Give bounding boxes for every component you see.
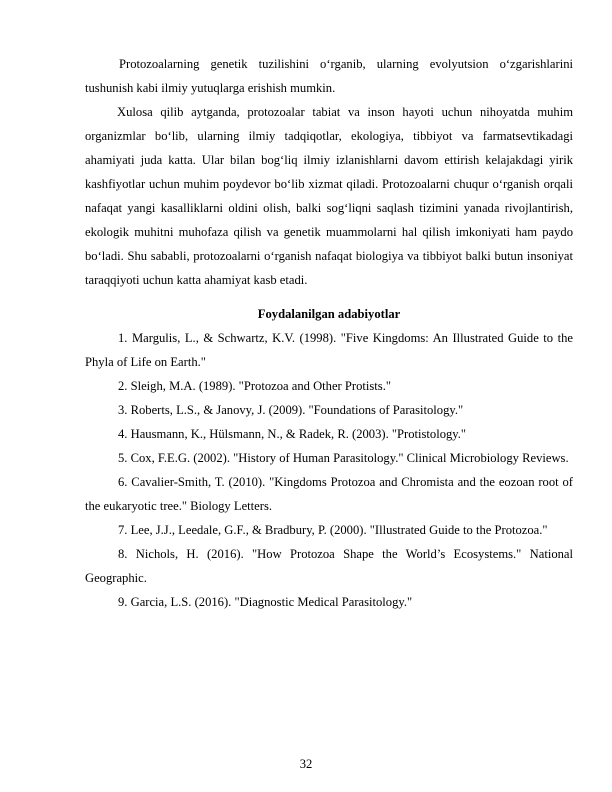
reference-item: 9. Garcia, L.S. (2016). "Diagnostic Medical Parasitology.": [118, 595, 413, 609]
reference-item: 5. Cox, F.E.G. (2002). "History of Human Parasitology." Clinical Microbiology Reviews.: [118, 451, 569, 465]
reference-item: 3. Roberts, L.S., & Janovy, J. (2009). "Foundations of Parasitology.": [118, 403, 464, 417]
body-paragraph-1: Protozoalarning genetik tuzilishini o‘rganib, ularning evolyutsion o‘zgarishlarini tushunish kabi ilmiy yutuqlarga erishish mumkin.: [85, 57, 573, 95]
references-list: [85, 326, 573, 614]
references-heading: Foydalanilgan adabiyotlar: [257, 307, 401, 321]
reference-item: 1. Margulis, L., & Schwartz, K.V. (1998). "Five Kingdoms: An Illustrated Guide to the Phyla of Life on Earth.": [85, 331, 573, 369]
page-number: 32: [299, 757, 313, 771]
reference-item: 2. Sleigh, M.A. (1989). "Protozoa and Other Protists.": [118, 379, 391, 393]
reference-item: 4. Hausmann, K., Hülsmann, N., & Radek, R. (2003). "Protistology.": [118, 427, 467, 441]
document-page: [85, 52, 573, 614]
reference-item: 8. Nichols, H. (2016). "How Protozoa Shape the World’s Ecosystems." National Geographic.: [85, 547, 573, 585]
reference-item: 6. Cavalier-Smith, T. (2010). "Kingdoms Protozoa and Chromista and the eozoan root of the eukaryotic tree." Biology Letters.: [85, 475, 573, 513]
reference-item: 7. Lee, J.J., Leedale, G.F., & Bradbury, P. (2000). "Illustrated Guide to the Protozoa.": [118, 523, 548, 537]
body-paragraph-conclusion: Xulosa qilib aytganda, protozoalar tabiat va inson hayoti uchun nihoyatda muhim organizmlar bo‘lib, ularning ilmiy tadqiqotlar, ekologiya, tibbiyot va farmatsevtikadagi ahamiyati juda katta. Ular bilan bog‘liq ilmiy izlanishlarni davom ettirish kelajakdagi yirik kashfiyotlar uchun muhim poydevor bo‘lib xizmat qiladi. Protozoalarni chuqur o‘rganish orqali nafaqat yangi kasalliklarni oldini olish, balki sog‘liqni saqlash tizimini yanada rivojlantirish, ekologik muhitni muhofaza qilish va genetik muammolarni hal qilish imkoniyati ham paydo bo‘ladi. Shu sababli, protozoalarni o‘rganish nafaqat biologiya va tibbiyot balki butun insoniyat taraqqiyoti uchun katta ahamiyat kasb etadi.: [85, 105, 573, 287]
